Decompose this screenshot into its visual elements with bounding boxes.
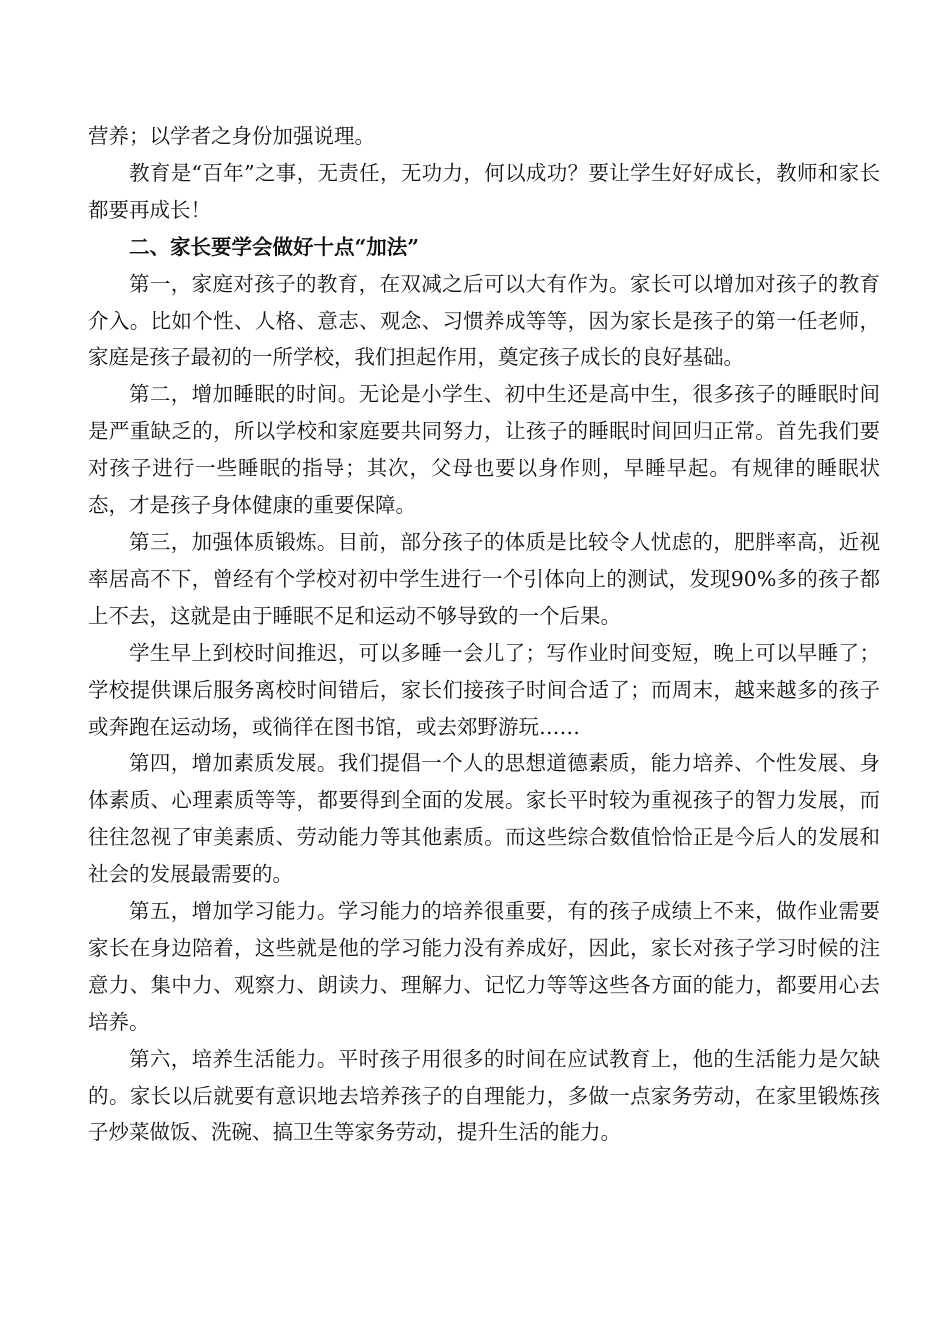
paragraph-education-responsibility: 教育是“百年”之事，无责任，无功力，何以成功？要让学生好好成长，教师和家长都要再成长！ xyxy=(88,160,880,222)
paragraph-point-6: 第六，培养生活能力。平时孩子用很多的时间在应试教育上，他的生活能力是欠缺的。家长以后就要有意识地去培养孩子的自理能力，多做一点家务劳动，在家里锻炼孩子炒菜做饭、洗碗、搞卫生等家务劳动，提升生活的能力。 xyxy=(88,1046,880,1145)
document-page xyxy=(88,118,880,1151)
paragraph-point-3: 第三，加强体质锻炼。目前，部分孩子的体质是比较令人忧虑的，肥胖率高，近视率居高不下，曾经有个学校对初中学生进行一个引体向上的测试，发现90%多的孩子都上不去，这就是由于睡眠不足和运动不够导致的一个后果。 xyxy=(88,529,880,628)
paragraph-point-1: 第一，家庭对孩子的教育，在双减之后可以大有作为。家长可以增加对孩子的教育介入。比如个性、人格、意志、观念、习惯养成等等，因为家长是孩子的第一任老师，家庭是孩子最初的一所学校，我们担起作用，奠定孩子成长的良好基础。 xyxy=(88,271,880,370)
section-heading: 二、家长要学会做好十点“加法” xyxy=(129,234,420,259)
paragraph-student-schedule: 学生早上到校时间推迟，可以多睡一会儿了；写作业时间变短，晚上可以早睡了；学校提供课后服务离校时间错后，家长们接孩子时间合适了；而周末，越来越多的孩子或奔跑在运动场，或徜徉在图书馆，或去郊野游玩…… xyxy=(88,640,880,739)
paragraph-point-4: 第四，增加素质发展。我们提倡一个人的思想道德素质，能力培养、个性发展、身体素质、心理素质等等，都要得到全面的发展。家长平时较为重视孩子的智力发展，而往往忽视了审美素质、劳动能力等其他素质。而这些综合数值恰恰正是今后人的发展和社会的发展最需要的。 xyxy=(88,751,880,887)
paragraph-point-2: 第二，增加睡眠的时间。无论是小学生、初中生还是高中生，很多孩子的睡眠时间是严重缺乏的，所以学校和家庭要共同努力，让孩子的睡眠时间回归正常。首先我们要对孩子进行一些睡眠的指导；其次，父母也要以身作则，早睡早起。有规律的睡眠状态，才是孩子身体健康的重要保障。 xyxy=(88,382,880,518)
paragraph-point-5: 第五，增加学习能力。学习能力的培养很重要，有的孩子成绩上不来，做作业需要家长在身边陪着，这些就是他的学习能力没有养成好，因此，家长对孩子学习时候的注意力、集中力、观察力、朗读力、理解力、记忆力等等这些各方面的能力，都要用心去培养。 xyxy=(88,899,880,1034)
paragraph-continuation: 营养；以学者之身份加强说理。 xyxy=(88,124,375,148)
